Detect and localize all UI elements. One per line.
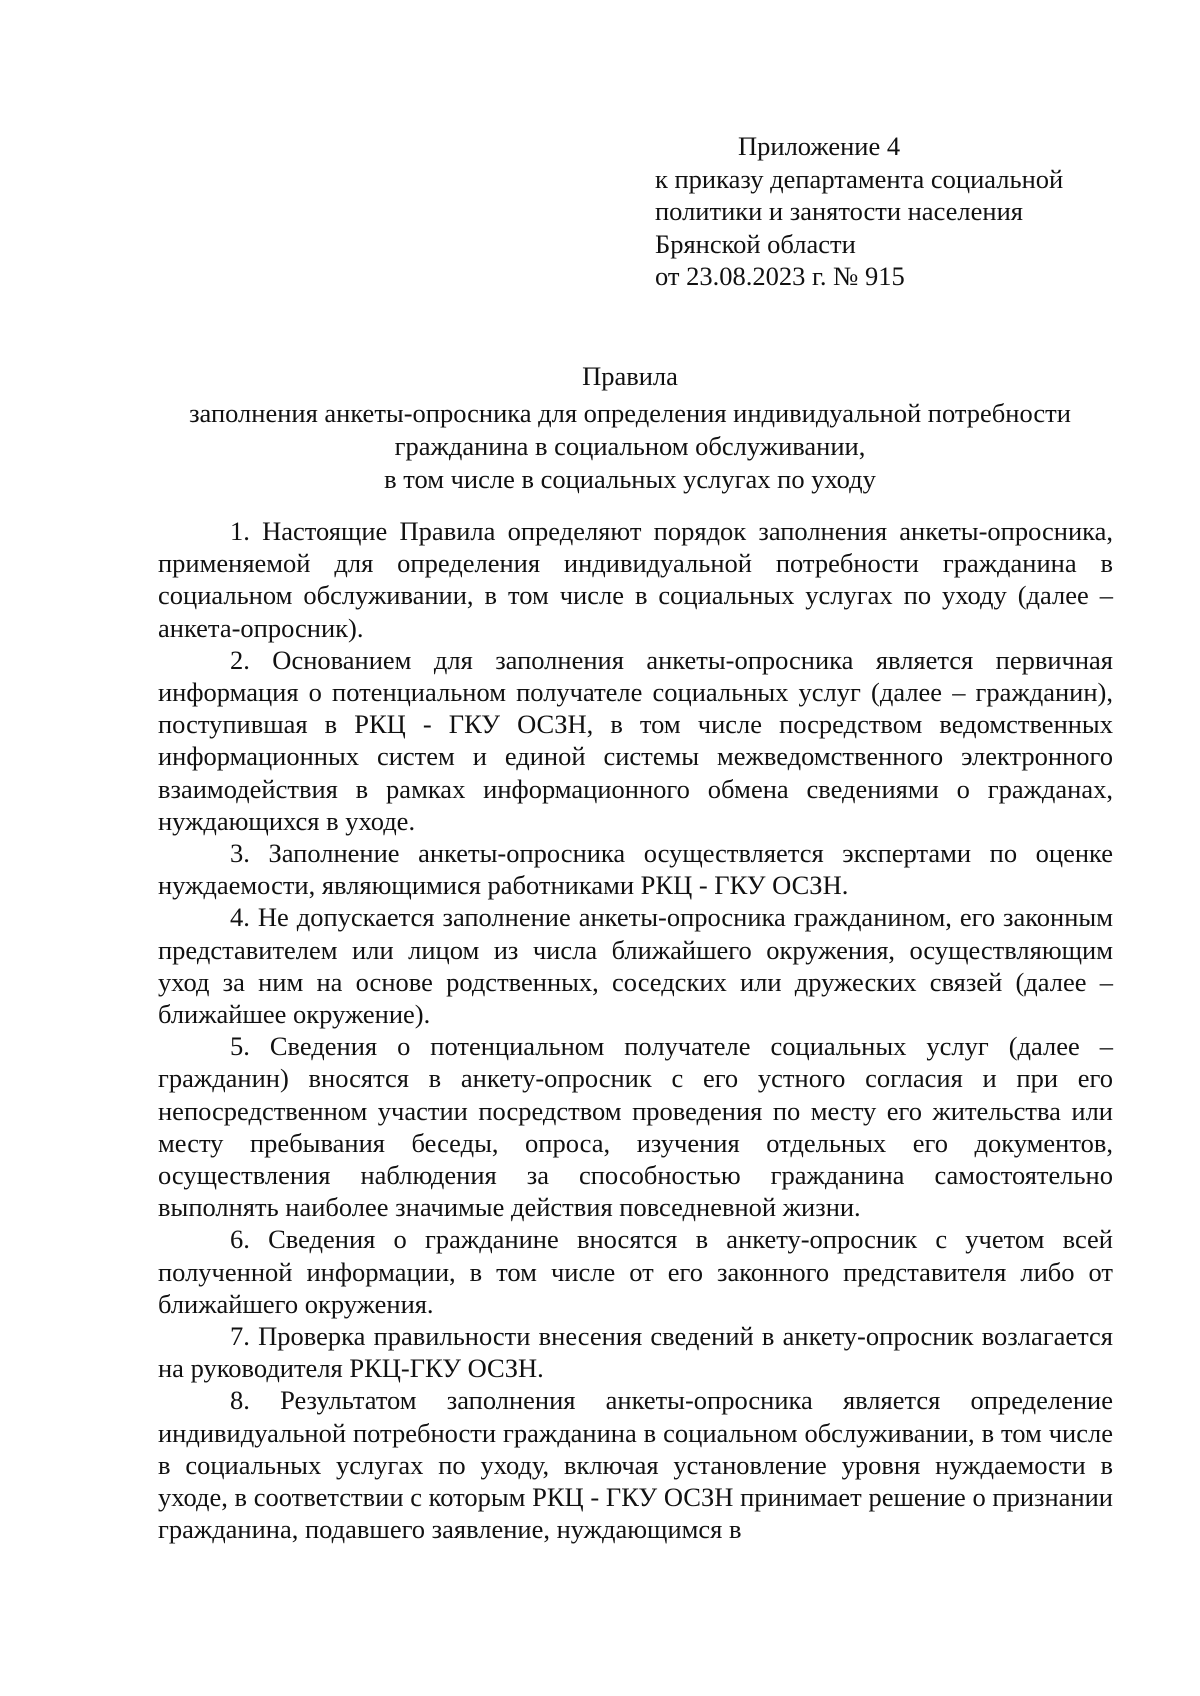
paragraph-3: 3. Заполнение анкеты-опросника осуществляется экспертами по оценке нуждаемости, являющимися работниками РКЦ - ГКУ ОСЗН. xyxy=(158,838,1113,901)
title-line-1: заполнения анкеты-опросника для определения индивидуальной потребности xyxy=(189,398,1071,428)
title-line-3: в том числе в социальных услугах по уходу xyxy=(384,464,876,494)
paragraph-4: 4. Не допускается заполнение анкеты-опросника гражданином, его законным представителем или лицом из числа ближайшего окружения, осуществляющим уход за ним на основе родственных, соседских или дружеских связей (далее – ближайшее окружение). xyxy=(158,902,1113,1030)
appendix-date-number: от 23.08.2023 г. № 915 xyxy=(655,261,905,291)
appendix-order-line: к приказу департамента социальной xyxy=(655,163,1064,194)
paragraph-1: 1. Настоящие Правила определяют порядок заполнения анкеты-опросника, применяемой для определения индивидуальной потребности гражданина в социальном обслуживании, в том числе в социальных услугах по уходу (далее – анкета-опросник). xyxy=(158,516,1113,643)
title-line-2: гражданина в социальном обслуживании, xyxy=(394,431,866,461)
appendix-header xyxy=(655,130,1115,293)
paragraph-2: 2. Основанием для заполнения анкеты-опросника является первичная информация о потенциальном получателе социальных услуг (далее – гражданин), поступившая в РКЦ - ГКУ ОСЗН, в том числе посредством ведомственных информационных систем и единой системы межведомственного электронного взаимодействия в рамках информационного обмена сведениями о гражданах, нуждающихся в уходе. xyxy=(158,644,1113,836)
document-title xyxy=(150,360,1110,496)
document-body xyxy=(158,515,1113,1546)
paragraph-8: 8. Результатом заполнения анкеты-опросника является определение индивидуальной потребности гражданина в социальном обслуживании, в том числе в социальных услугах по уходу, включая установление уровня нуждаемости в уходе, в соответствии с которым РКЦ - ГКУ ОСЗН принимает решение о признании гражданина, подавшего заявление, нуждающимся в xyxy=(158,1385,1113,1545)
appendix-number: Приложение 4 xyxy=(738,131,901,161)
title-heading: Правила xyxy=(582,361,678,391)
paragraph-6: 6. Сведения о гражданине вносятся в анкету-опросник с учетом всей полученной информации, в том числе от его законного представителя либо от ближайшего окружения. xyxy=(158,1224,1113,1319)
paragraph-5: 5. Сведения о потенциальном получателе социальных услуг (далее – гражданин) вносятся в анкету-опросник с его устного согласия и при его непосредственном участии посредством проведения по месту его жительства или месту пребывания беседы, опроса, изучения отдельных его документов, осуществления наблюдения за способностью гражданина самостоятельно выполнять наиболее значимые действия повседневной жизни. xyxy=(158,1031,1113,1223)
appendix-region-line: Брянской области xyxy=(655,228,856,259)
paragraph-7: 7. Проверка правильности внесения сведений в анкету-опросник возлагается на руководителя РКЦ-ГКУ ОСЗН. xyxy=(158,1321,1113,1384)
appendix-department-line: политики и занятости населения xyxy=(655,196,1023,226)
